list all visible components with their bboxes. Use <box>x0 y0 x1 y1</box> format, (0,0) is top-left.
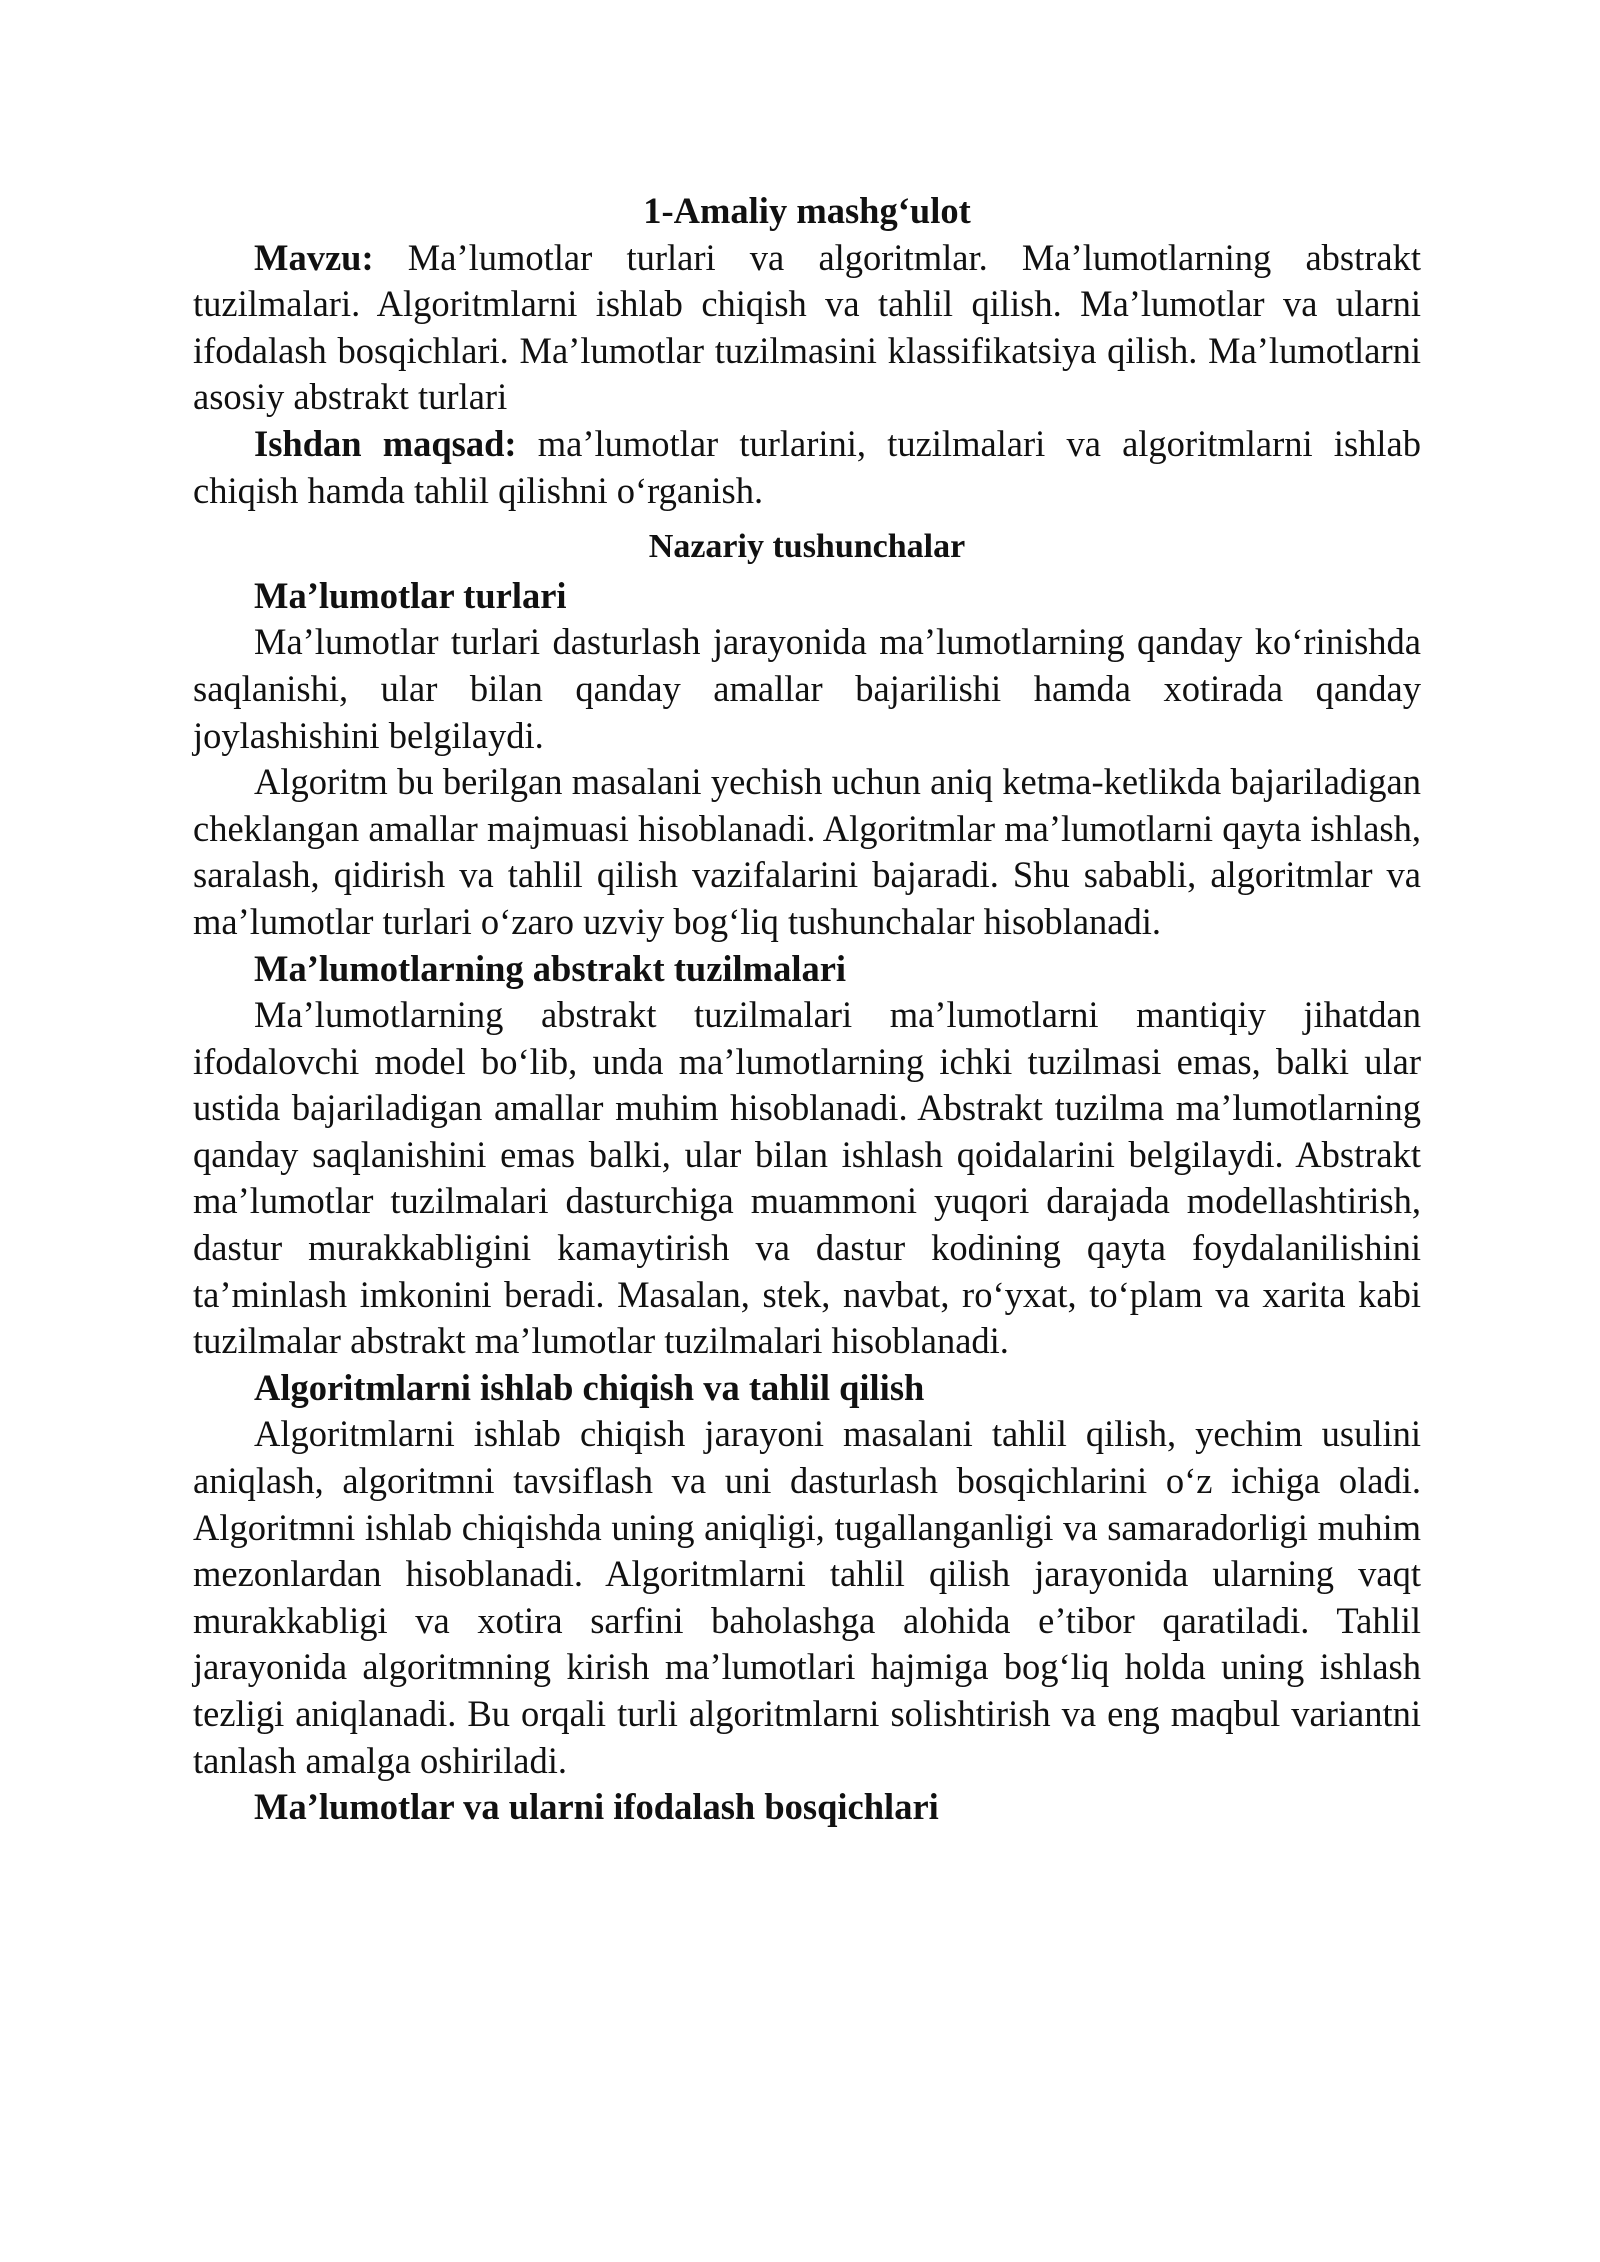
paragraph: Algoritm bu berilgan masalani yechish uchun aniq ketma-ketlikda bajariladigan cheklangan amallar majmuasi hisoblanadi. Algoritmlar ma’lumotlarni qayta ishlash, saralash, qidirish va tahlil qilish vazifalarini bajaradi. Shu sababli, algoritmlar va ma’lumotlar turlari o‘zaro uzviy bog‘liq tushunchalar hisoblanadi. <box>193 761 1421 942</box>
section-heading: Ma’lumotlarning abstrakt tuzilmalari <box>254 947 847 989</box>
topic-text: Ma’lumotlar turlari va algoritmlar. Ma’lumotlarning abstrakt tuzilmalari. Algoritmlarni ishlab chiqish va tahlil qilish. Ma’lumotlar va ularni ifodalash bosqichlari. Ma’lumotlar tuzilmasini klassifikatsiya qilish. Ma’lumotlarni asosiy abstrakt turlari <box>193 236 1421 418</box>
goal-label: Ishdan maqsad: <box>254 422 517 464</box>
topic-paragraph <box>193 235 1421 421</box>
paragraph: Ma’lumotlar turlari dasturlash jarayonida ma’lumotlarning qanday ko‘rinishda saqlanishi, ular bilan qanday amallar bajarilishi hamda xotirada qanday joylashishini belgilaydi. <box>193 621 1421 756</box>
document-title: 1-Amaliy mashg‘ulot <box>643 190 971 231</box>
topic-label: Mavzu: <box>254 236 374 278</box>
goal-paragraph <box>193 421 1421 514</box>
section-heading: Algoritmlarni ishlab chiqish va tahlil qilish <box>254 1366 925 1408</box>
goal-text: ma’lumotlar turlarini, tuzilmalari va algoritmlarni ishlab chiqish hamda tahlil qilishni o‘rganish. <box>193 422 1421 511</box>
paragraph: Algoritmlarni ishlab chiqish jarayoni masalani tahlil qilish, yechim usulini aniqlash, algoritmni tavsiflash va uni dasturlash bosqichlarini o‘z ichiga oladi. Algoritmni ishlab chiqishda uning aniqligi, tugallanganligi va samaradorligi muhim mezonlardan hisoblanadi. Algoritmlarni tahlil qilish jarayonida ularning vaqt murakkabligi va xotira sarfini baholashga alohida e’tibor qaratiladi. Tahlil jarayonida algoritmning kirish ma’lumotlari hajmiga bog‘liq holda uning ishlash tezligi aniqlanadi. Bu orqali turli algoritmlarni solishtirish va eng maqbul variantni tanlash amalga oshiriladi. <box>193 1413 1421 1781</box>
section-title: Nazariy tushunchalar <box>648 528 966 566</box>
section-heading: Ma’lumotlar turlari <box>254 574 567 616</box>
document-page <box>193 188 1421 1831</box>
section-heading: Ma’lumotlar va ularni ifodalash bosqichlari <box>254 1786 939 1828</box>
paragraph: Ma’lumotlarning abstrakt tuzilmalari ma’lumotlarni mantiqiy jihatdan ifodalovchi model bo‘lib, unda ma’lumotlarning ichki tuzilmasi emas, balki ular ustida bajariladigan amallar muhim hisoblanadi. Abstrakt tuzilma ma’lumotlarning qanday saqlanishini emas balki, ular bilan ishlash qoidalarini belgilaydi. Abstrakt ma’lumotlar tuzilmalari dasturchiga muammoni yuqori darajada modellashtirish, dastur murakkabligini kamaytirish va dastur kodining qayta foydalanilishini ta’minlash imkonini beradi. Masalan, stek, navbat, ro‘yxat, to‘plam va xarita kabi tuzilmalar abstrakt ma’lumotlar tuzilmalari hisoblanadi. <box>193 994 1421 1362</box>
